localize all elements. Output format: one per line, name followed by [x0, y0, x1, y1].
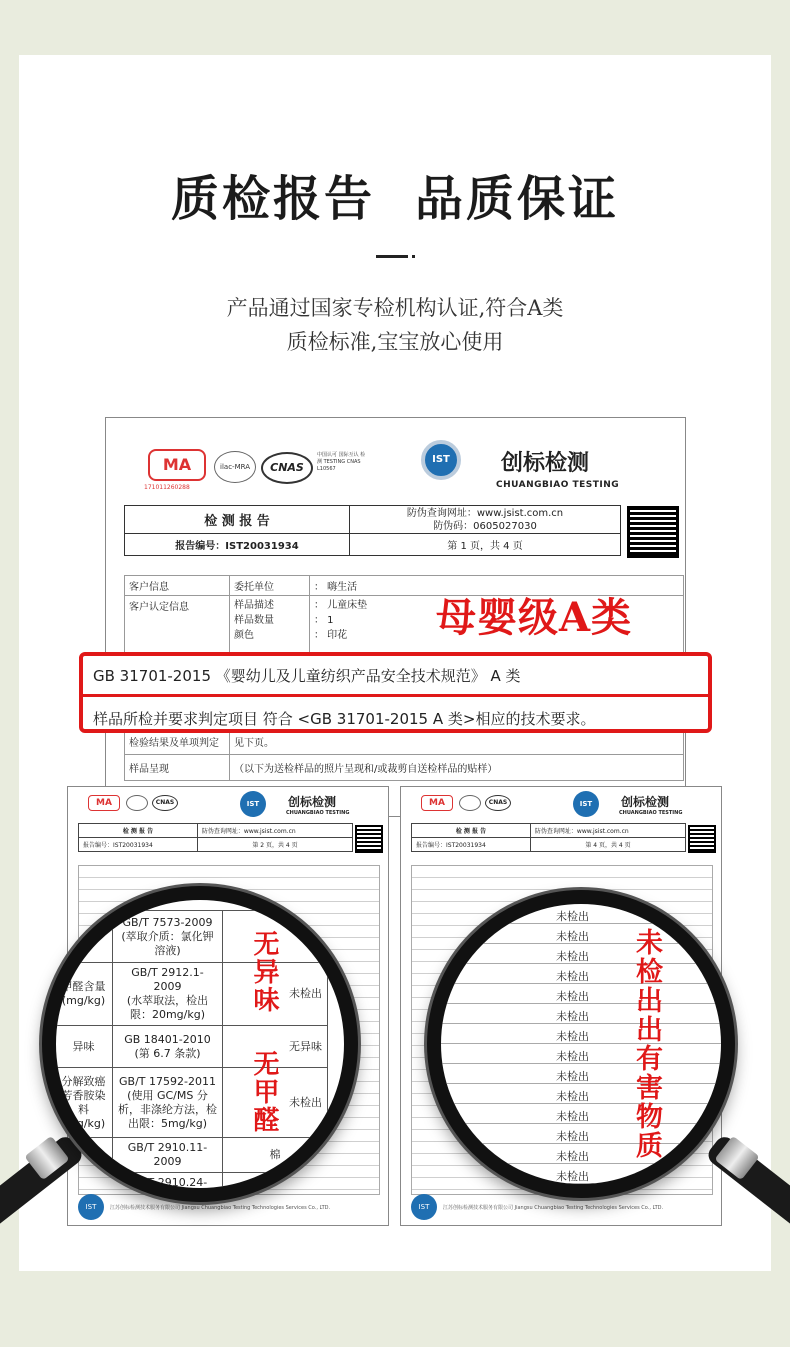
table-row — [125, 755, 684, 781]
zoom-cell: 无异味 — [223, 1026, 328, 1068]
info-value: ： 儿童床垫 ： 1 ： 印花 — [310, 596, 684, 656]
list-item — [441, 1164, 721, 1184]
table-row — [55, 911, 328, 963]
zoom-cell: GB/T 17592-2011 (使用 GC/MS 分析，非涤纶方法，检出限：5mg/kg) — [113, 1068, 223, 1138]
zoom-cell: 异味 — [55, 1026, 113, 1068]
info-field: 委托单位 — [230, 576, 310, 596]
cnas-text: 中国认可 国际互认 检测 TESTING CNAS L10567 — [317, 452, 366, 472]
list-item — [441, 944, 721, 964]
list-item — [441, 1044, 721, 1064]
ist-logo: IST — [240, 791, 266, 817]
report-number: 报告编号：IST20031934 — [125, 534, 350, 556]
zoom-cell: GB 18401-2010 (第 6.7 条款) — [113, 1026, 223, 1068]
magnifier-left — [42, 886, 358, 1202]
footer-text: 江苏创标检测技术服务有限公司 Jiangsu Chuangbiao Testing Technologies Services Co., LTD. — [110, 1205, 331, 1211]
footer-text: 江苏创标检测技术服务有限公司 Jiangsu Chuangbiao Testing Technologies Services Co., LTD. — [443, 1205, 664, 1211]
table-row — [55, 963, 328, 1026]
report-title: 检 测 报 告 — [79, 824, 198, 838]
report-number: 报告编号：IST20031934 — [79, 838, 198, 852]
result-value: 未检出 — [556, 1130, 589, 1143]
verify-info — [350, 506, 621, 534]
info-field: 样品描述 样品数量 颜色 — [230, 596, 310, 656]
report-header-table — [124, 505, 621, 556]
zoom-cell: 未检出 — [223, 963, 328, 1026]
result-value: 未检出 — [556, 950, 589, 963]
brand-en: CHUANGBIAO TESTING — [619, 810, 683, 816]
zoom-result-list — [441, 904, 721, 1184]
magnifier-right — [427, 890, 735, 1198]
result-value: 未检出 — [556, 970, 589, 983]
report-logos — [106, 418, 685, 498]
page-title — [0, 160, 790, 229]
result-value: 未检出 — [556, 1170, 589, 1183]
cma-logo: MA — [88, 795, 120, 811]
result-value: 未检出 — [556, 1070, 589, 1083]
no-harmful-label: 未检出出有害物质 — [631, 928, 662, 1160]
standard-line: GB 31701-2015 《婴幼儿及儿童纺织产品安全技术规范》 A 类 — [93, 667, 521, 685]
zoom-cell — [55, 911, 113, 963]
highlight-box — [79, 652, 712, 733]
result-value: 未检出 — [556, 930, 589, 943]
ist-seal-icon: IST — [411, 1194, 437, 1220]
info-label: 客户认定信息 — [125, 596, 230, 656]
title-divider — [376, 255, 408, 258]
report-page: 第 4 页，共 4 页 — [530, 838, 685, 852]
list-item — [441, 1124, 721, 1144]
list-item — [441, 1144, 721, 1164]
result-value: （以下为送检样品的照片呈现和/或裁剪自送检样品的贴样） — [230, 755, 684, 781]
zoom-cell: 棉 — [223, 1138, 328, 1173]
zoom-cell: 未检出 — [223, 1068, 328, 1138]
list-item — [441, 984, 721, 1004]
zoom-cell: GB/T 7573-2009 (萃取介质：氯化钾溶液) — [113, 911, 223, 963]
report-title: 检 测 报 告 — [412, 824, 531, 838]
list-item — [441, 1104, 721, 1124]
list-item — [441, 1004, 721, 1024]
list-item — [441, 964, 721, 984]
result-label: 样品呈现 — [125, 755, 230, 781]
no-odor-label: 无异味 — [249, 930, 279, 1014]
result-label: 检验结果及单项判定 — [125, 729, 230, 755]
mini-header — [78, 823, 353, 852]
cma-logo: MA — [148, 449, 206, 481]
ilac-logo: ilac-MRA — [214, 451, 256, 483]
zoom-cell: 甲醛含量 (mg/kg) — [55, 963, 113, 1026]
mini-logos — [401, 787, 721, 827]
zoom-cell: GB/T 2910.24-2009 — [113, 1173, 223, 1203]
zoom-cell: 量(%) — [55, 1138, 113, 1173]
report-page: 第 1 页，共 4 页 — [350, 534, 621, 556]
table-row — [55, 1138, 328, 1173]
report-number: 报告编号：IST20031934 — [412, 838, 531, 852]
list-item — [441, 904, 721, 924]
result-value: 未检出 — [556, 990, 589, 1003]
brand-en: CHUANGBIAO TESTING — [286, 810, 350, 816]
conformity-line: 样品所检并要求判定项目 符合 <GB 31701-2015 A 类>相应的技术要求。 — [93, 710, 596, 728]
table-row — [55, 1026, 328, 1068]
verify-url: 防伪查询网址：www.jsist.com.cn — [197, 824, 352, 838]
report-footer — [411, 1194, 713, 1220]
result-value: 未检出 — [556, 1050, 589, 1063]
list-item — [441, 1084, 721, 1104]
result-value: 未检出 — [556, 910, 589, 923]
result-value: 未检出 — [556, 1150, 589, 1163]
no-formaldehyde-label: 无甲醛 — [249, 1050, 279, 1134]
cnas-logo: CNAS — [261, 452, 313, 484]
ilac-logo — [126, 795, 148, 811]
ilac-logo — [459, 795, 481, 811]
ist-seal-icon: IST — [78, 1194, 104, 1220]
subtitle-line-1: 产品通过国家专检机构认证,符合A类 — [226, 296, 564, 320]
ist-logo: IST — [421, 440, 461, 480]
zoom-table — [54, 910, 328, 1202]
cma-logo: MA — [421, 795, 453, 811]
cnas-logo: CNAS — [152, 795, 178, 811]
title-divider-dot — [412, 255, 415, 258]
list-item — [441, 1064, 721, 1084]
result-value: 未检出 — [556, 1110, 589, 1123]
zoom-cell: GB/T 2912.1-2009 (水萃取法，检出限：20mg/kg) — [113, 963, 223, 1026]
ist-logo: IST — [573, 791, 599, 817]
verify-url: 防伪查询网址：www.jsist.com.cn — [530, 824, 685, 838]
report-page: 第 2 页，共 4 页 — [197, 838, 352, 852]
brand-en: CHUANGBIAO TESTING — [496, 480, 620, 490]
result-table — [124, 728, 684, 781]
result-value: 未检出 — [556, 1030, 589, 1043]
info-label: 客户信息 — [125, 576, 230, 596]
brand-cn: 创标检测 — [621, 795, 670, 809]
zoom-cell: GB/T 2910.11-2009 — [113, 1138, 223, 1173]
list-item — [441, 924, 721, 944]
brand-cn: 创标检测 — [501, 451, 590, 476]
brand-cn: 创标检测 — [288, 795, 337, 809]
cma-number: 171011260288 — [144, 484, 190, 491]
title-right: 品质保证 — [415, 171, 620, 227]
list-item — [441, 1024, 721, 1044]
zoom-cell: 分解致癌芳香胺染料(mg/kg) — [55, 1068, 113, 1138]
mini-header — [411, 823, 686, 852]
result-value: 见下页。 — [230, 729, 684, 755]
qr-code — [355, 825, 383, 853]
subtitle-line-2: 质检标准,宝宝放心使用 — [286, 330, 504, 354]
grade-stamp: 母婴级A类 — [436, 594, 633, 641]
report-title: 检 测 报 告 — [125, 506, 350, 534]
main-report — [105, 417, 686, 817]
result-value: 未检出 — [556, 1090, 589, 1103]
table-row — [55, 1068, 328, 1138]
highlight-divider — [83, 694, 708, 697]
mini-logos — [68, 787, 388, 827]
info-value: ： 嗨生活 — [310, 576, 684, 596]
title-left: 质检报告 — [170, 171, 375, 227]
qr-code — [688, 825, 716, 853]
verify-code: 防伪码：0605027030 — [433, 520, 537, 532]
verify-url: 防伪查询网址：www.jsist.com.cn — [406, 507, 564, 519]
result-value: 未检出 — [556, 1010, 589, 1023]
cnas-logo: CNAS — [485, 795, 511, 811]
qr-code — [627, 506, 679, 558]
